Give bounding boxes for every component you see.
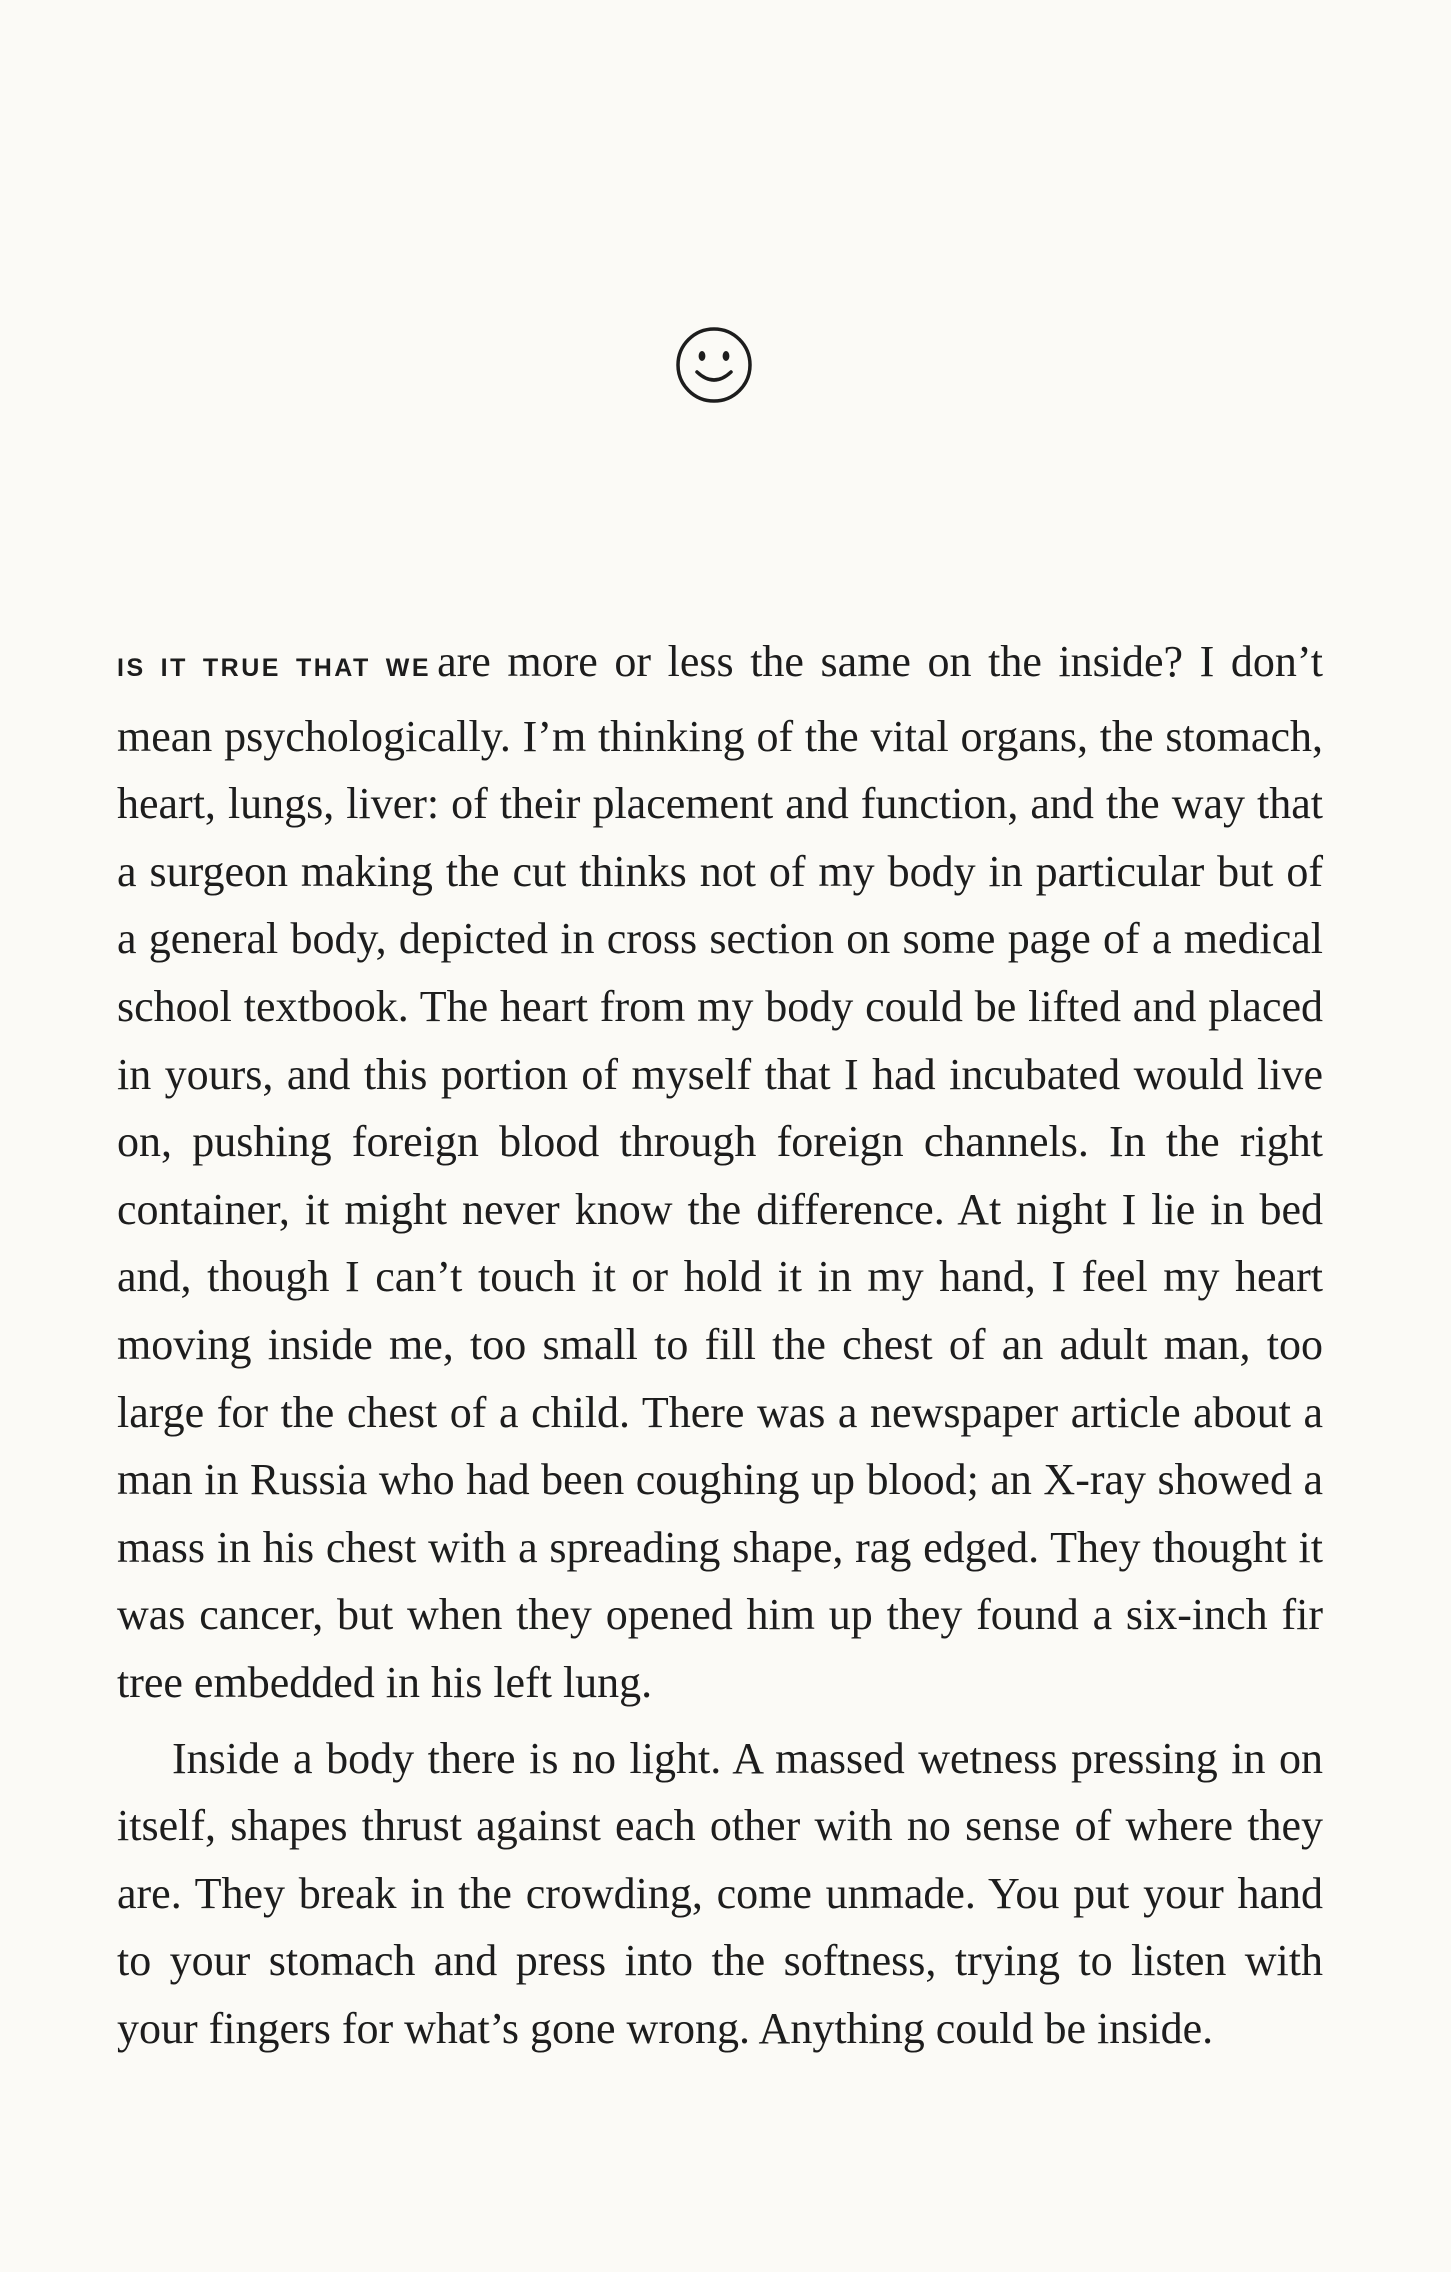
body-text (117, 628, 1323, 2062)
paragraph-2 (117, 1725, 1323, 2063)
paragraph-1 (117, 628, 1323, 1717)
paragraph-2-text: Inside a body there is no light. A massed wetness pressing in on itself, shapes thrust against each other with no sense of where they are. They break in the crowding, come unmade. You put your hand to your stomach and press into the softness, trying to listen with your fingers for what’s gone wrong. Anything could be inside. (117, 1733, 1323, 2053)
smiley-face-icon (673, 324, 755, 406)
paragraph-1-text: are more or less the same on the inside? I don’t mean psychologically. I’m thinking of the vital organs, the stomach, heart, lungs, liver: of their placement and function, and the way that a surgeon making the cut thinks not of my body in particular but of a general body, depicted in cross section on some page of a medical school textbook. The heart from my body could be lifted and placed in yours, and this portion of myself that I had incubated would live on, pushing foreign blood through foreign channels. In the right container, it might never know the difference. At night I lie in bed and, though I can’t touch it or hold it in my hand, I feel my heart moving inside me, too small to fill the chest of an adult man, too large for the chest of a child. There was a newspaper article about a man in Russia who had been coughing up blood; an X-ray showed a mass in his chest with a spreading shape, rag edged. They thought it was cancer, but when they opened him up they found a six-inch fir tree embedded in his left lung. (117, 637, 1323, 1707)
lead-in-small-caps: IS IT TRUE THAT WE (117, 654, 432, 682)
